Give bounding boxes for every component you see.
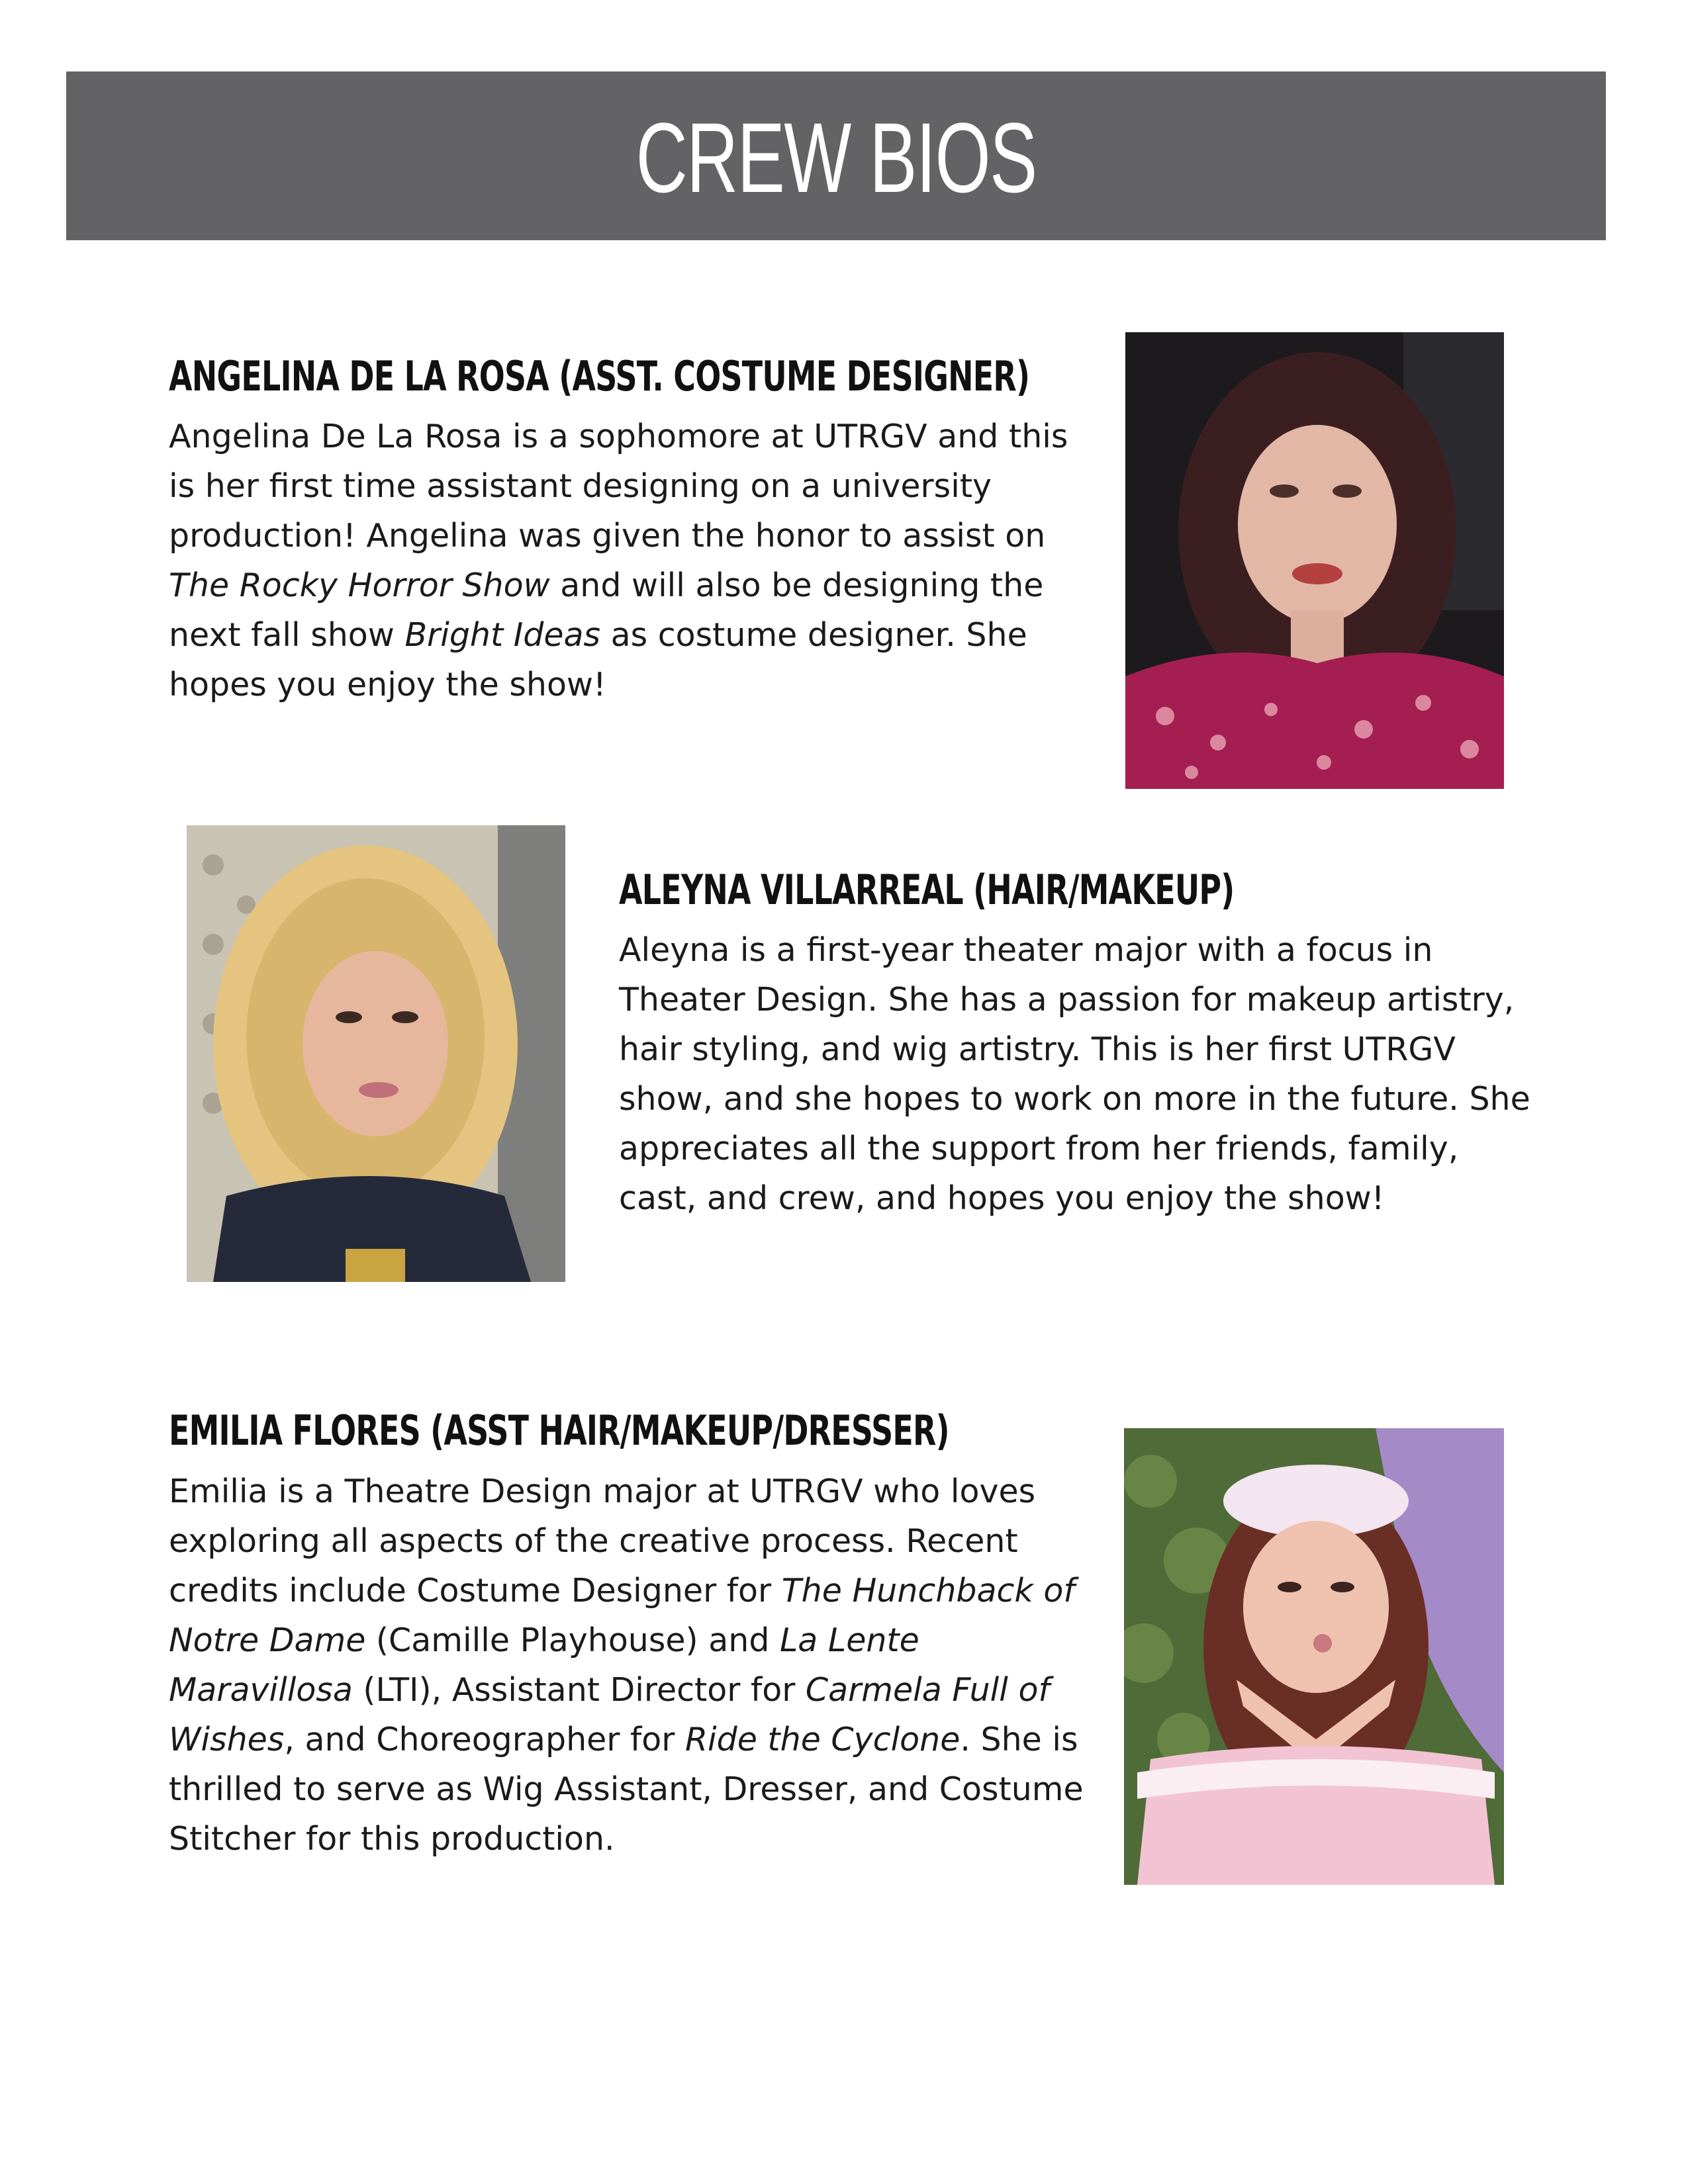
page-title: CREW BIOS bbox=[635, 102, 1037, 213]
crew-name-emilia: EMILIA FLORES (ASST HAIR/MAKEUP/DRESSER) bbox=[169, 1406, 949, 1455]
crew-bio-aleyna: Aleyna is a first-year theater major with a focus in Theater Design. She has a passion for makeup artistry, hair styling, and wig artistry. This is her first UTRGV show, and she hopes to work on more in the future. She appreciates all the support from her friends, family, cast, and crew, and hopes you enjoy the show! bbox=[619, 931, 1530, 1217]
header-banner bbox=[66, 71, 1606, 240]
crew-bio-emilia: Emilia is a Theatre Design major at UTRGV who loves exploring all aspects of the creative process. Recent credits include Costume Designer for The Hunchback of Notre Dame (Camille Playhouse) and La Lente Maravillosa (LTI), Assistant Director for Carmela Full of Wishes, and Choreographer for Ride the Cyclone. She is thrilled to serve as Wig Assistant, Dresser, and Costume Stitcher for this production. bbox=[169, 1473, 1084, 1858]
crew-photo-emilia bbox=[1124, 1428, 1504, 1885]
crew-photo-aleyna bbox=[187, 825, 565, 1282]
crew-photo-angelina bbox=[1125, 332, 1504, 789]
crew-name-angelina: ANGELINA DE LA ROSA (ASST. COSTUME DESIGNER) bbox=[169, 352, 1030, 400]
crew-bio-angelina: Angelina De La Rosa is a sophomore at UTRGV and this is her first time assistant designing on a university production! Angelina was given the honor to assist on The Rocky Horror Show and will also be designing the next fall show Bright Ideas as costume designer. She hopes you enjoy the show! bbox=[169, 418, 1068, 704]
crew-name-aleyna: ALEYNA VILLARREAL (HAIR/MAKEUP) bbox=[619, 866, 1235, 914]
